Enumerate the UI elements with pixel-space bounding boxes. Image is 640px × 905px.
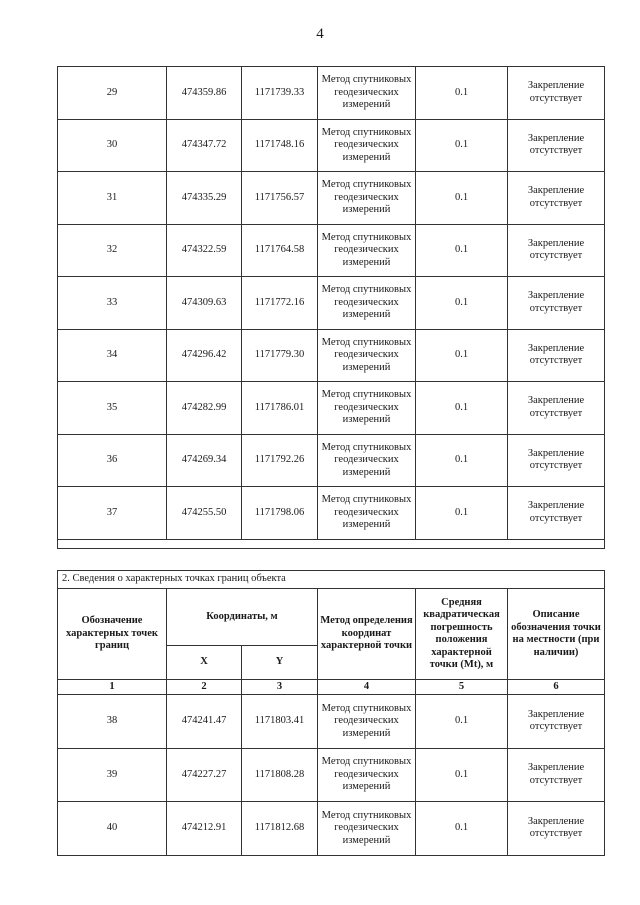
header-designation: Обозначение характерных точек границ	[58, 589, 167, 680]
method-cell: Метод спутниковых геодезических измерений	[318, 67, 416, 120]
point-number: 31	[58, 172, 167, 225]
header-y: Y	[242, 646, 318, 680]
accuracy-cell: 0.1	[416, 172, 508, 225]
header-accuracy: Средняя квадратическая погрешность положения характерной точки (Mt), м	[416, 589, 508, 680]
description-cell: Закрепление отсутствует	[508, 67, 605, 120]
table-row	[58, 172, 605, 225]
point-number: 37	[58, 487, 167, 540]
method-cell: Метод спутниковых геодезических измерений	[318, 329, 416, 382]
point-number: 29	[58, 67, 167, 120]
header-description: Описание обозначения точки на местности (при наличии)	[508, 589, 605, 680]
coord-y: 1171803.41	[242, 695, 318, 749]
table-row	[58, 748, 605, 802]
coord-x: 474241.47	[167, 695, 242, 749]
column-number: 1	[58, 680, 167, 695]
point-number: 39	[58, 748, 167, 802]
method-cell: Метод спутниковых геодезических измерений	[318, 434, 416, 487]
header-row	[58, 589, 605, 646]
method-cell: Метод спутниковых геодезических измерений	[318, 277, 416, 330]
method-cell: Метод спутниковых геодезических измерений	[318, 172, 416, 225]
description-cell: Закрепление отсутствует	[508, 382, 605, 435]
page-number: 4	[316, 26, 324, 42]
point-number: 30	[58, 119, 167, 172]
description-cell: Закрепление отсутствует	[508, 487, 605, 540]
point-number: 33	[58, 277, 167, 330]
accuracy-cell: 0.1	[416, 277, 508, 330]
coord-y: 1171798.06	[242, 487, 318, 540]
coord-x: 474255.50	[167, 487, 242, 540]
method-cell: Метод спутниковых геодезических измерений	[318, 487, 416, 540]
table-row	[58, 695, 605, 749]
method-cell: Метод спутниковых геодезических измерений	[318, 802, 416, 856]
accuracy-cell: 0.1	[416, 67, 508, 120]
method-cell: Метод спутниковых геодезических измерений	[318, 224, 416, 277]
method-cell: Метод спутниковых геодезических измерений	[318, 382, 416, 435]
coord-x: 474347.72	[167, 119, 242, 172]
accuracy-cell: 0.1	[416, 224, 508, 277]
accuracy-cell: 0.1	[416, 119, 508, 172]
coord-y: 1171792.26	[242, 434, 318, 487]
description-cell: Закрепление отсутствует	[508, 119, 605, 172]
description-cell: Закрепление отсутствует	[508, 329, 605, 382]
coord-y: 1171812.68	[242, 802, 318, 856]
boundary-points-table-continued	[57, 66, 605, 549]
accuracy-cell: 0.1	[416, 695, 508, 749]
coord-y: 1171772.16	[242, 277, 318, 330]
table-row	[58, 434, 605, 487]
section-title: 2. Сведения о характерных точках границ объекта	[58, 571, 605, 589]
header-x: X	[167, 646, 242, 680]
coord-y: 1171779.30	[242, 329, 318, 382]
header-method: Метод определения координат характерной точки	[318, 589, 416, 680]
point-number: 34	[58, 329, 167, 382]
description-cell: Закрепление отсутствует	[508, 748, 605, 802]
coord-y: 1171808.28	[242, 748, 318, 802]
table-row	[58, 487, 605, 540]
accuracy-cell: 0.1	[416, 748, 508, 802]
table-empty-row	[58, 539, 605, 548]
description-cell: Закрепление отсутствует	[508, 695, 605, 749]
accuracy-cell: 0.1	[416, 802, 508, 856]
coord-x: 474269.34	[167, 434, 242, 487]
empty-cell	[58, 539, 605, 548]
description-cell: Закрепление отсутствует	[508, 802, 605, 856]
description-cell: Закрепление отсутствует	[508, 277, 605, 330]
section-title-row	[58, 571, 605, 589]
boundary-points-table	[57, 570, 605, 856]
method-cell: Метод спутниковых геодезических измерений	[318, 748, 416, 802]
table-row	[58, 382, 605, 435]
column-number: 6	[508, 680, 605, 695]
accuracy-cell: 0.1	[416, 434, 508, 487]
coord-y: 1171764.58	[242, 224, 318, 277]
column-number: 4	[318, 680, 416, 695]
coord-x: 474296.42	[167, 329, 242, 382]
coord-x: 474359.86	[167, 67, 242, 120]
accuracy-cell: 0.1	[416, 329, 508, 382]
coord-y: 1171786.01	[242, 382, 318, 435]
coord-x: 474322.59	[167, 224, 242, 277]
table-row	[58, 277, 605, 330]
coord-x: 474227.27	[167, 748, 242, 802]
coord-y: 1171739.33	[242, 67, 318, 120]
accuracy-cell: 0.1	[416, 487, 508, 540]
coord-y: 1171756.57	[242, 172, 318, 225]
point-number: 38	[58, 695, 167, 749]
column-numbers-row	[58, 680, 605, 695]
table-row	[58, 119, 605, 172]
table-row	[58, 224, 605, 277]
table-row	[58, 67, 605, 120]
coord-x: 474282.99	[167, 382, 242, 435]
description-cell: Закрепление отсутствует	[508, 172, 605, 225]
coord-x: 474212.91	[167, 802, 242, 856]
header-coordinates: Координаты, м	[167, 589, 318, 646]
column-number: 5	[416, 680, 508, 695]
method-cell: Метод спутниковых геодезических измерений	[318, 695, 416, 749]
method-cell: Метод спутниковых геодезических измерений	[318, 119, 416, 172]
table-row	[58, 802, 605, 856]
column-number: 3	[242, 680, 318, 695]
point-number: 35	[58, 382, 167, 435]
table-row	[58, 329, 605, 382]
accuracy-cell: 0.1	[416, 382, 508, 435]
description-cell: Закрепление отсутствует	[508, 434, 605, 487]
coord-x: 474309.63	[167, 277, 242, 330]
coord-x: 474335.29	[167, 172, 242, 225]
point-number: 32	[58, 224, 167, 277]
column-number: 2	[167, 680, 242, 695]
description-cell: Закрепление отсутствует	[508, 224, 605, 277]
coord-y: 1171748.16	[242, 119, 318, 172]
point-number: 36	[58, 434, 167, 487]
point-number: 40	[58, 802, 167, 856]
